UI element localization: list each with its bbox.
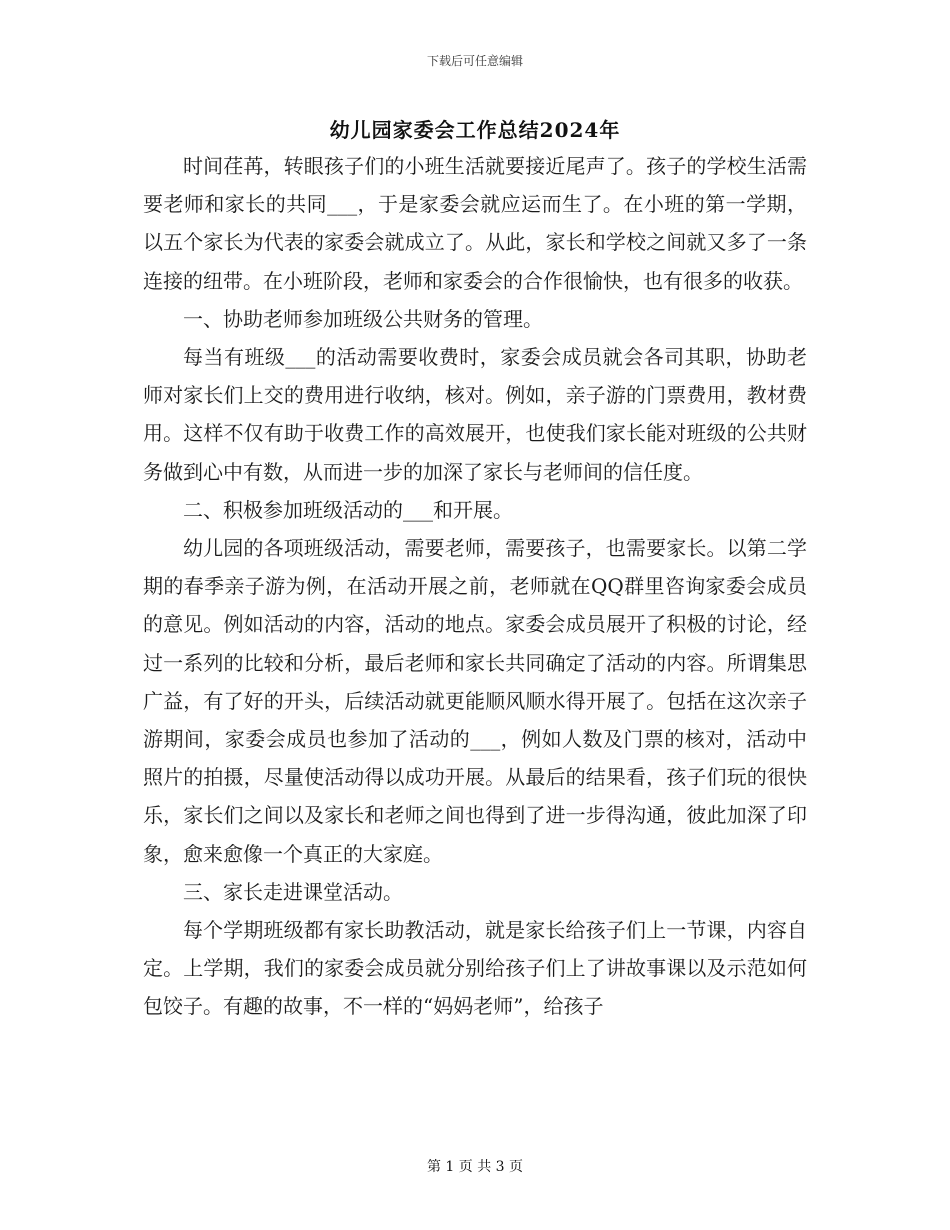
paragraph-classroom: 每个学期班级都有家长助教活动，就是家长给孩子们上一节课，内容自定。上学期，我们的家委会成员就分别给孩子们上了讲故事课以及示范如何包饺子。有趣的故事，不一样的“妈妈老师”，给孩子 xyxy=(143,918,807,1019)
page-number: 第 1 页 共 3 页 xyxy=(426,1159,524,1175)
page-header: 下载后可任意编辑 xyxy=(426,54,523,68)
paragraph-activities: 幼儿园的各项班级活动，需要老师，需要孩子，也需要家长。以第二学期的春季亲子游为例，在活动开展之前，老师就在QQ群里咨询家委会成员的意见。例如活动的内容，活动的地点。家委会成员展开了积极的讨论，经过一系列的比较和分析，最后老师和家长共同确定了活动的内容。所谓集思广益，有了好的开头，后续活动就更能顺风顺水得开展了。包括在这次亲子游期间，家委会成员也参加了活动的___，例如人数及门票的核对，活动中照片的拍摄，尽量使活动得以成功开展。从最后的结果看，孩子们玩的很快乐，家长们之间以及家长和老师之间也得到了进一步得沟通，彼此加深了印象，愈来愈像一个真正的大家庭。 xyxy=(143,536,807,866)
paragraph-intro: 时间荏苒，转眼孩子们的小班生活就要接近尾声了。孩子的学校生活需要老师和家长的共同___，于是家委会就应运而生了。在小班的第一学期，以五个家长为代表的家委会就成立了。从此，家长和学校之间就又多了一条连接的纽带。在小班阶段，老师和家委会的合作很愉快，也有很多的收获。 xyxy=(143,154,807,293)
section-heading-1: 一、协助老师参加班级公共财务的管理。 xyxy=(183,306,543,331)
document-title: 幼儿园家委会工作总结2024年 xyxy=(329,118,621,142)
section-heading-2: 二、积极参加班级活动的___和开展。 xyxy=(183,497,513,522)
document-body xyxy=(143,147,807,1026)
section-heading-3: 三、家长走进课堂活动。 xyxy=(183,879,403,904)
paragraph-finance: 每当有班级___的活动需要收费时，家委会成员就会各司其职，协助老师对家长们上交的费用进行收纳，核对。例如，亲子游的门票费用，教材费用。这样不仅有助于收费工作的高效展开，也使我们家长能对班级的公共财务做到心中有数，从而进一步的加深了家长与老师间的信任度。 xyxy=(143,345,807,484)
